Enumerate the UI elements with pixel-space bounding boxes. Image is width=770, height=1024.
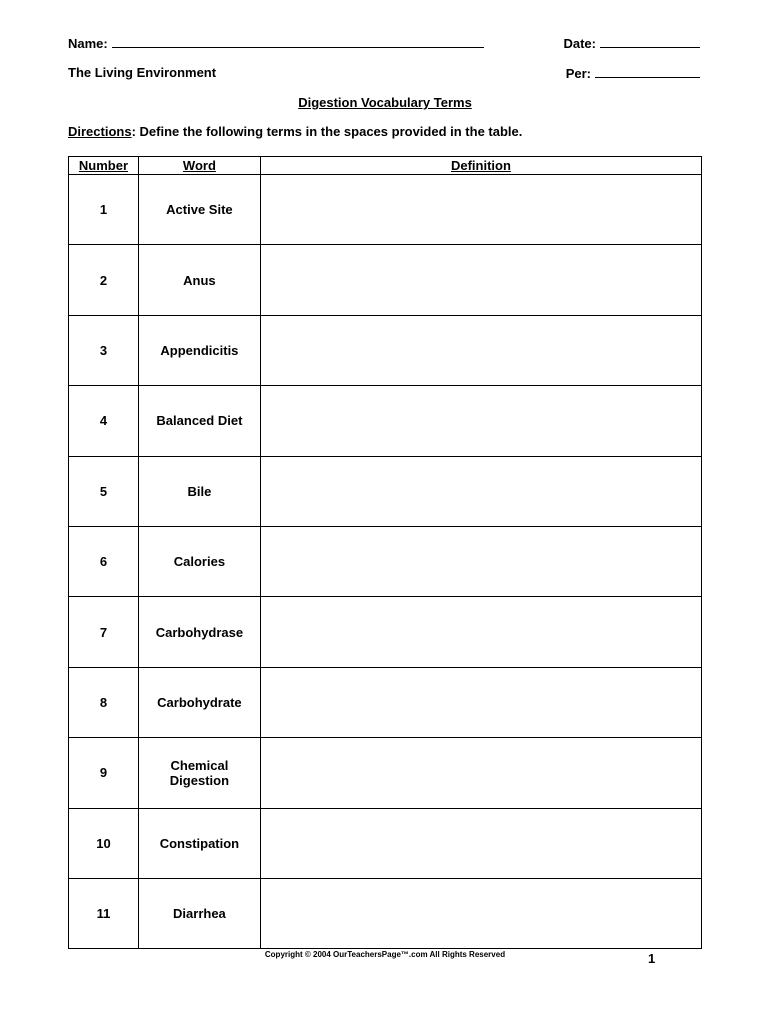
term-word: Constipation	[138, 808, 260, 878]
definition-cell[interactable]	[260, 245, 701, 315]
directions-text: : Define the following terms in the spaces provided in the table.	[131, 124, 523, 139]
table-row	[69, 738, 702, 808]
vocabulary-table	[68, 156, 702, 949]
date-label: Date:	[563, 36, 596, 51]
page-number: 1	[648, 951, 656, 966]
definition-cell[interactable]	[260, 878, 701, 948]
worksheet-title	[0, 95, 770, 110]
column-header-definition: Definition	[260, 157, 701, 175]
term-number: 11	[69, 878, 139, 948]
term-number: 2	[69, 245, 139, 315]
course-period-row	[68, 65, 700, 83]
term-word: Chemical Digestion	[138, 738, 260, 808]
table-row	[69, 667, 702, 737]
definition-cell[interactable]	[260, 667, 701, 737]
date-blank-line[interactable]	[600, 35, 700, 48]
name-date-row	[68, 35, 700, 53]
definition-cell[interactable]	[260, 738, 701, 808]
date-field-group	[563, 35, 700, 51]
worksheet-title-text: Digestion Vocabulary Terms	[298, 95, 472, 110]
definition-cell[interactable]	[260, 315, 701, 385]
term-number: 4	[69, 386, 139, 456]
term-number: 5	[69, 456, 139, 526]
course-group	[68, 65, 216, 80]
name-label: Name:	[68, 36, 108, 51]
term-word: Diarrhea	[138, 878, 260, 948]
name-blank-line[interactable]	[112, 35, 484, 48]
table-row	[69, 526, 702, 596]
definition-cell[interactable]	[260, 808, 701, 878]
column-header-number: Number	[69, 157, 139, 175]
term-number: 6	[69, 526, 139, 596]
table-row	[69, 597, 702, 667]
term-number: 3	[69, 315, 139, 385]
term-word: Calories	[138, 526, 260, 596]
definition-cell[interactable]	[260, 175, 701, 245]
column-header-word: Word	[138, 157, 260, 175]
table-row	[69, 808, 702, 878]
term-number: 8	[69, 667, 139, 737]
directions-label: Directions	[68, 124, 132, 139]
term-word: Active Site	[138, 175, 260, 245]
definition-cell[interactable]	[260, 526, 701, 596]
term-word: Carbohydrate	[138, 667, 260, 737]
definition-cell[interactable]	[260, 597, 701, 667]
term-number: 10	[69, 808, 139, 878]
term-word: Balanced Diet	[138, 386, 260, 456]
term-word: Appendicitis	[138, 315, 260, 385]
term-word: Anus	[138, 245, 260, 315]
directions	[68, 124, 522, 139]
definition-cell[interactable]	[260, 456, 701, 526]
table-row	[69, 245, 702, 315]
table-row	[69, 315, 702, 385]
period-field-group	[566, 65, 700, 81]
term-word: Carbohydrase	[138, 597, 260, 667]
table-row	[69, 175, 702, 245]
table-row	[69, 386, 702, 456]
course-title: The Living Environment	[68, 65, 217, 80]
period-label: Per:	[565, 66, 591, 81]
term-number: 9	[69, 738, 139, 808]
table-header-row	[69, 157, 702, 175]
table-row	[69, 878, 702, 948]
term-number: 7	[69, 597, 139, 667]
copyright-notice: Copyright © 2004 OurTeachersPage™.com All Rights Reserved	[264, 950, 506, 959]
definition-cell[interactable]	[260, 386, 701, 456]
name-field-group	[68, 35, 484, 51]
term-number: 1	[69, 175, 139, 245]
term-word: Bile	[138, 456, 260, 526]
table-row	[69, 456, 702, 526]
period-blank-line[interactable]	[595, 65, 700, 78]
